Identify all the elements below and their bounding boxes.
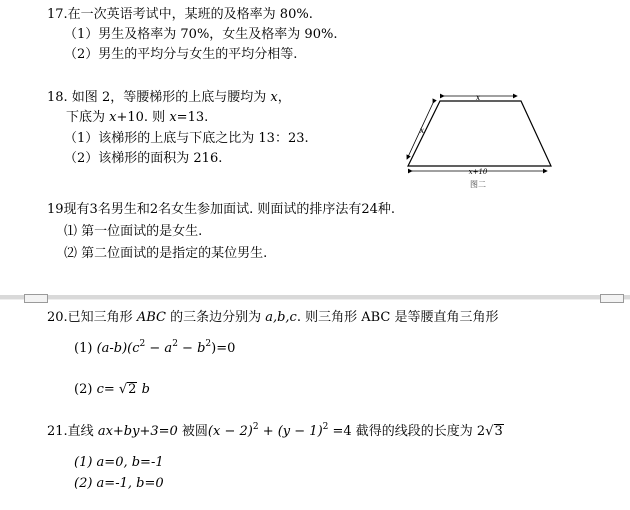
q17-stem: 17.在一次英语考试中，某班的及格率为 80%. xyxy=(47,7,313,22)
trapezoid-figure xyxy=(400,88,560,193)
q21-condition-2: (2) a=-1, b=0 xyxy=(74,476,164,491)
side-label: x xyxy=(419,126,425,135)
q21-condition-1: (1) a=0, b=-1 xyxy=(74,455,164,470)
q21-stem: 21.直线 ax+by+3=0 被圆$(x - 2)^2 + (y - 1)^2 =4$ 截得的线段的长度为 2√3 xyxy=(47,422,503,439)
q18-condition-2: （2）该梯形的面积为 216. xyxy=(64,151,223,166)
page-marker-right xyxy=(600,294,624,303)
q19-stem: 19现有3名男生和2名女生参加面试. 则面试的排序法有24种. xyxy=(47,202,396,217)
q18-stem-line1: 18. 如图 2，等腰梯形的上底与腰均为 x， xyxy=(47,90,291,105)
q17-condition-2: （2）男生的平均分与女生的平均分相等. xyxy=(64,47,298,62)
q18-condition-1: （1）该梯形的上底与下底之比为 13：23. xyxy=(64,131,309,146)
bottom-label: x+10 xyxy=(468,168,488,176)
page-marker-left xyxy=(24,294,48,303)
top-label: x xyxy=(475,93,481,102)
q20-condition-2: (2) c= √2 b xyxy=(74,382,150,397)
q19-condition-2: ⑵ 第二位面试的是指定的某位男生. xyxy=(64,246,268,261)
page-break-shadow xyxy=(0,299,630,300)
q20-condition-1: (1) $(a-b)(c^2 - a^2 - b^2)=0$ xyxy=(74,339,236,356)
q19-condition-1: ⑴ 第一位面试的是女生. xyxy=(64,224,203,239)
q20-stem: 20.已知三角形 ABC 的三条边分别为 a,b,c. 则三角形 ABC 是等腰直角三角形 xyxy=(47,310,499,325)
q17-condition-1: （1）男生及格率为 70%，女生及格率为 90%. xyxy=(64,27,338,42)
q18-stem-line2: 下底为 x+10. 则 x=13. xyxy=(66,110,209,125)
figure-caption: 图二 xyxy=(470,180,486,189)
